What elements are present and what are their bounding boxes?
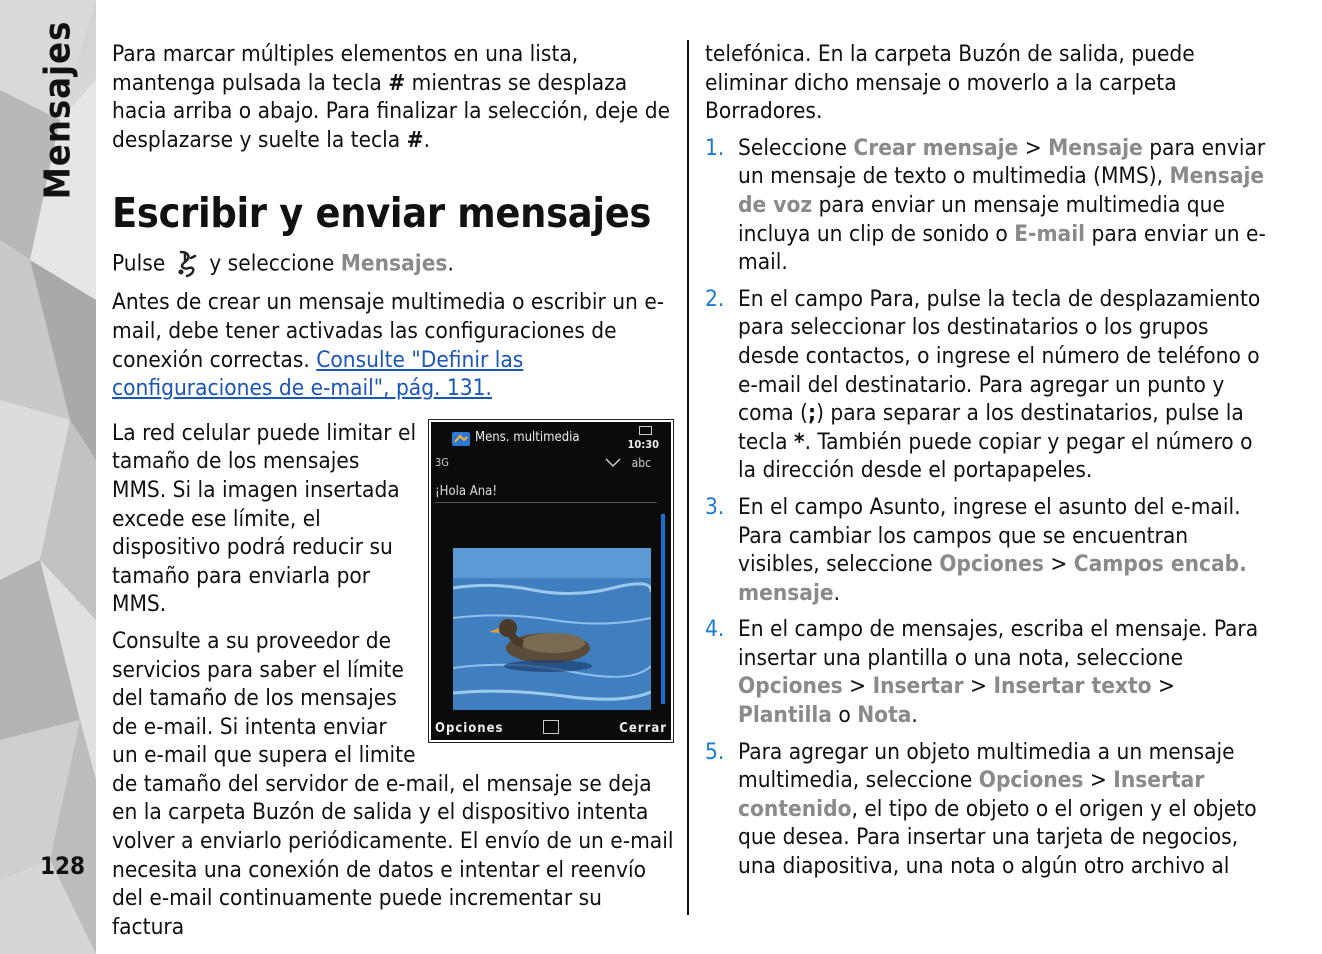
phone-screenshot [428, 419, 674, 743]
step-text: . [833, 579, 841, 606]
phone-title: Mens. multimedia [475, 429, 580, 445]
intro-text-1: Para marcar múltiples elementos en una lista, mantenga pulsada la tecla [112, 41, 579, 96]
steps-list [705, 134, 1267, 881]
menu-key-icon [171, 248, 203, 280]
step-item [705, 493, 1267, 607]
step-text: para enviar un e-mail. [738, 220, 1266, 276]
step-text: , el tipo de objeto o el origen y el objeto que desea. Para insertar una tarjeta de negocios, una diapositiva, una nota o algún otro archivo al [738, 795, 1257, 880]
menu-path-item: Opciones [738, 673, 843, 700]
left-column [112, 40, 674, 941]
step-text: para enviar un mensaje multimedia que incluya un clip de sonido o [738, 191, 1225, 247]
step-text: . [911, 702, 918, 729]
right-column [705, 40, 1267, 881]
menu-path-item: Campos encab. mensaje [738, 551, 1247, 606]
step-text: > [1083, 767, 1114, 794]
duck-photo [453, 548, 651, 710]
menu-path-item: Mensaje [1048, 134, 1143, 161]
edit-mode-icon [605, 458, 621, 468]
intro-paragraph [112, 40, 674, 154]
menu-path-item: Plantilla [738, 702, 832, 729]
step-item [705, 738, 1267, 881]
menu-path-item: Insertar [872, 673, 964, 700]
menu-path-item: Nota [857, 702, 912, 729]
step-item [705, 615, 1267, 729]
pulse-pre: Pulse [112, 250, 166, 277]
step-text: > [1018, 134, 1049, 161]
step-number: 5. [705, 738, 725, 765]
intro-key-2: # [406, 126, 424, 153]
menu-path-item: Opciones [939, 551, 1044, 578]
provider-paragraph: Consulte a su proveedor de servicios para saber el límite del tamaño de los mensajes de e-mail. Si intenta enviar un e-mail que supera el limite de tamaño del servidor de e-mail, el mensaje se deja en la carpeta Buzón de salida y el dispositivo intenta volver a enviarlo periódicamente. El envío de un e-mail necesita una conexión de datos e intentar el reenvío del e-mail continuamente puede incrementar su factura [112, 627, 674, 940]
pulse-end: . [447, 250, 454, 277]
step-number: 3. [705, 493, 725, 520]
intro-end: . [423, 126, 431, 153]
step-item [705, 285, 1267, 485]
page-number: 128 [40, 852, 86, 880]
step-text: * [793, 428, 805, 455]
step-text: o [831, 702, 858, 729]
step-text: En el campo Para, pulse la tecla de desplazamiento para seleccionar los destinatarios o los grupos desde contactos, o ingrese el número de teléfono o e-mail del destinatario. Para agregar un punto y coma ( [738, 285, 1261, 427]
before-paragraph [112, 288, 674, 402]
menu-path-item: Insertar contenido [738, 767, 1205, 822]
step-text: Seleccione [738, 134, 854, 161]
float-section [112, 419, 674, 942]
phone-time: 10:30 [627, 437, 659, 451]
step-number: 2. [705, 285, 725, 312]
step-text: . También puede copiar y pegar el número o la dirección desde el portapapeles. [738, 428, 1253, 484]
menu-path-item: Insertar texto [993, 673, 1152, 700]
network-indicator: 3G [435, 455, 449, 469]
pulse-mid: y seleccione [209, 250, 335, 277]
phone-screen [431, 422, 671, 740]
step-text: > [1151, 673, 1175, 700]
scrollbar [661, 514, 665, 704]
step-text: ) para separar a los destinatarios, pulse la tecla [738, 400, 1244, 455]
section-title: Mensajes [37, 20, 79, 200]
step-text: Para agregar un objeto multimedia a un mensaje multimedia, seleccione [738, 738, 1235, 794]
battery-icon [639, 426, 653, 436]
menu-path-item: Crear mensaje [853, 134, 1019, 161]
step-text: En el campo de mensajes, escriba el mensaje. Para insertar una plantilla o una nota, seleccione [738, 616, 1259, 671]
step-text: > [963, 673, 994, 700]
options-softkey[interactable]: Opciones [435, 720, 504, 736]
menu-path-item: E-mail [1014, 220, 1086, 247]
cross-reference-link[interactable]: Consulte "Definir las configuraciones de e-mail", pág. 131. [112, 346, 524, 402]
step-item [705, 134, 1267, 277]
message-divider [435, 502, 657, 503]
mms-icon [451, 430, 473, 448]
pulse-paragraph [112, 248, 674, 280]
step-number: 1. [705, 134, 725, 161]
step-number: 4. [705, 616, 725, 643]
menu-path-item: Mensaje de voz [738, 163, 1265, 218]
chapter-sidebar [0, 0, 96, 954]
step-text: ; [807, 400, 817, 427]
menu-path-item: Opciones [978, 767, 1084, 794]
intro-key-1: # [388, 69, 406, 96]
step-text: > [1043, 551, 1074, 578]
menu-softkey-icon [543, 720, 559, 734]
network-limit-paragraph: La red celular puede limitar el tamaño de los mensajes MMS. Si la imagen insertada excede ese límite, el dispositivo podrá reducir su tamaño para enviarla por MMS. [112, 419, 417, 618]
before-text: Antes de crear un mensaje multimedia o escribir un e-mail, debe tener activadas las configuraciones de conexión correctas. [112, 289, 665, 373]
message-text: ¡Hola Ana! [435, 483, 498, 499]
continuation-paragraph: telefónica. En la carpeta Buzón de salida, puede eliminar dicho mensaje o moverlo a la carpeta Borradores. [705, 41, 1195, 125]
column-divider [687, 40, 689, 915]
input-mode-indicator: abc [631, 455, 651, 470]
step-text: > [842, 673, 873, 700]
step-text: para enviar un mensaje de texto o multimedia (MMS), [738, 134, 1266, 190]
step-text: En el campo Asunto, ingrese el asunto del e-mail. Para cambiar los campos que se encuentran visibles, seleccione [738, 493, 1241, 578]
section-heading: Escribir y enviar mensajes [112, 189, 652, 238]
menu-item-mensajes: Mensajes [340, 250, 448, 277]
intro-text-2: mientras se desplaza hacia arriba o abajo. Para finalizar la selección, deje de desplazarse y suelte la tecla [112, 69, 671, 153]
close-softkey[interactable]: Cerrar [619, 720, 667, 736]
